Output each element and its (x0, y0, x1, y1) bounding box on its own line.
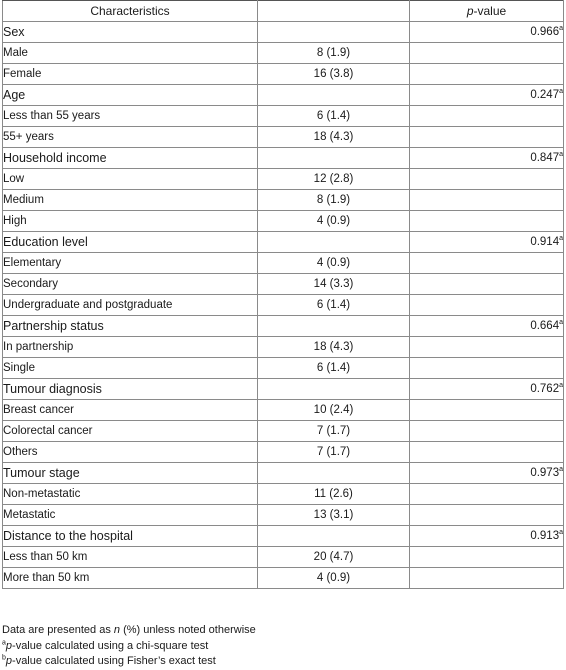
row-value: 6 (1.4) (258, 295, 410, 316)
row-label: Metastatic (3, 505, 258, 526)
row-label: In partnership (3, 337, 258, 358)
row-p-cell (410, 43, 564, 64)
section-row (3, 148, 564, 169)
table-row (3, 169, 564, 190)
header-p-value (410, 1, 564, 22)
row-value: 4 (0.9) (258, 568, 410, 589)
section-n-cell (258, 379, 410, 400)
row-p-cell (410, 106, 564, 127)
table-row (3, 484, 564, 505)
row-label: Male (3, 43, 258, 64)
row-label: Colorectal cancer (3, 421, 258, 442)
footnote-n: n (113, 624, 121, 636)
row-p-cell (410, 442, 564, 463)
row-p-cell (410, 64, 564, 85)
row-label: Low (3, 169, 258, 190)
table-footnotes (2, 623, 562, 670)
p-value-number: 0.966 (530, 26, 560, 38)
section-n-cell (258, 148, 410, 169)
row-value: 13 (3.1) (258, 505, 410, 526)
row-p-cell (410, 421, 564, 442)
p-value-mark: a (559, 25, 563, 33)
table-row (3, 568, 564, 589)
header-characteristics: Characteristics (3, 1, 258, 22)
section-row (3, 232, 564, 253)
p-value-mark: a (559, 235, 563, 243)
section-p-value (410, 379, 564, 400)
row-value: 6 (1.4) (258, 106, 410, 127)
row-p-cell (410, 568, 564, 589)
p-value-mark: a (559, 88, 563, 96)
p-value-number: 0.913 (530, 530, 560, 542)
p-value-mark: a (559, 319, 563, 327)
row-label: Less than 50 km (3, 547, 258, 568)
footnote-text: Data are presented as (2, 624, 114, 636)
row-p-cell (410, 253, 564, 274)
section-row (3, 526, 564, 547)
row-label: Female (3, 64, 258, 85)
header-p-italic: p (466, 4, 474, 18)
row-label: Undergraduate and postgraduate (3, 295, 258, 316)
p-value-number: 0.664 (530, 320, 560, 332)
row-label: 55+ years (3, 127, 258, 148)
row-label: Elementary (3, 253, 258, 274)
section-label: Sex (3, 22, 258, 43)
row-value: 20 (4.7) (258, 547, 410, 568)
row-p-cell (410, 505, 564, 526)
section-n-cell (258, 232, 410, 253)
row-value: 7 (1.7) (258, 442, 410, 463)
section-p-value (410, 232, 564, 253)
footnote-p: p (5, 639, 13, 652)
row-value: 12 (2.8) (258, 169, 410, 190)
section-row (3, 22, 564, 43)
row-value: 10 (2.4) (258, 400, 410, 421)
section-p-value (410, 316, 564, 337)
footnote-text: (%) unless noted otherwise (120, 624, 256, 636)
row-label: More than 50 km (3, 568, 258, 589)
header-p-suffix: -value (473, 4, 507, 18)
row-value: 16 (3.8) (258, 64, 410, 85)
row-value: 18 (4.3) (258, 337, 410, 358)
footnote-p: p (5, 655, 13, 667)
p-value-number: 0.914 (530, 236, 560, 248)
p-value-number: 0.973 (530, 467, 560, 479)
p-value-mark: a (559, 151, 563, 159)
footnote-fisher (2, 654, 562, 670)
section-row (3, 379, 564, 400)
table-row (3, 253, 564, 274)
section-n-cell (258, 85, 410, 106)
section-label: Distance to the hospital (3, 526, 258, 547)
row-p-cell (410, 547, 564, 568)
table-row (3, 106, 564, 127)
row-value: 18 (4.3) (258, 127, 410, 148)
row-p-cell (410, 295, 564, 316)
section-label: Education level (3, 232, 258, 253)
section-p-value (410, 463, 564, 484)
table-row (3, 547, 564, 568)
table-body (3, 22, 564, 589)
section-n-cell (258, 463, 410, 484)
row-label: Non-metastatic (3, 484, 258, 505)
section-n-cell (258, 316, 410, 337)
characteristics-table (2, 0, 564, 589)
table-row (3, 400, 564, 421)
row-p-cell (410, 127, 564, 148)
section-n-cell (258, 526, 410, 547)
row-value: 4 (0.9) (258, 253, 410, 274)
section-row (3, 316, 564, 337)
footnote-mark: b (2, 654, 6, 662)
table-row (3, 64, 564, 85)
row-label: Less than 55 years (3, 106, 258, 127)
row-value: 8 (1.9) (258, 190, 410, 211)
table-row (3, 127, 564, 148)
row-p-cell (410, 274, 564, 295)
footnote-chi-square (2, 639, 562, 655)
footnote-mark: a (2, 638, 6, 646)
section-label: Partnership status (3, 316, 258, 337)
row-label: Breast cancer (3, 400, 258, 421)
row-p-cell (410, 190, 564, 211)
row-value: 14 (3.3) (258, 274, 410, 295)
footnote-text: -value calculated using a chi-square test (12, 639, 209, 652)
section-p-value (410, 22, 564, 43)
section-label: Household income (3, 148, 258, 169)
row-label: High (3, 211, 258, 232)
footnote-text: -value calculated using Fisher’s exact test (12, 655, 216, 667)
table-row (3, 505, 564, 526)
row-p-cell (410, 400, 564, 421)
table-row (3, 358, 564, 379)
table-header-row (3, 1, 564, 22)
table-row (3, 421, 564, 442)
row-p-cell (410, 337, 564, 358)
row-value: 8 (1.9) (258, 43, 410, 64)
table-row (3, 442, 564, 463)
section-row (3, 85, 564, 106)
p-value-number: 0.762 (530, 383, 560, 395)
header-n (258, 1, 410, 22)
row-label: Secondary (3, 274, 258, 295)
row-value: 6 (1.4) (258, 358, 410, 379)
table-row (3, 43, 564, 64)
footnote-data-presentation (2, 623, 562, 639)
table-row (3, 211, 564, 232)
section-p-value (410, 526, 564, 547)
section-label: Age (3, 85, 258, 106)
row-label: Medium (3, 190, 258, 211)
section-label: Tumour stage (3, 463, 258, 484)
section-p-value (410, 85, 564, 106)
p-value-number: 0.247 (530, 89, 560, 101)
p-value-mark: a (559, 382, 563, 390)
row-value: 11 (2.6) (258, 484, 410, 505)
table-row (3, 274, 564, 295)
p-value-mark: a (559, 529, 563, 537)
section-row (3, 463, 564, 484)
p-value-mark: a (559, 466, 563, 474)
row-label: Others (3, 442, 258, 463)
row-p-cell (410, 211, 564, 232)
table-row (3, 337, 564, 358)
row-value: 7 (1.7) (258, 421, 410, 442)
p-value-number: 0.847 (530, 152, 560, 164)
section-label: Tumour diagnosis (3, 379, 258, 400)
row-value: 4 (0.9) (258, 211, 410, 232)
row-p-cell (410, 169, 564, 190)
table-row (3, 295, 564, 316)
row-p-cell (410, 358, 564, 379)
row-label: Single (3, 358, 258, 379)
table-row (3, 190, 564, 211)
section-n-cell (258, 22, 410, 43)
section-p-value (410, 148, 564, 169)
row-p-cell (410, 484, 564, 505)
